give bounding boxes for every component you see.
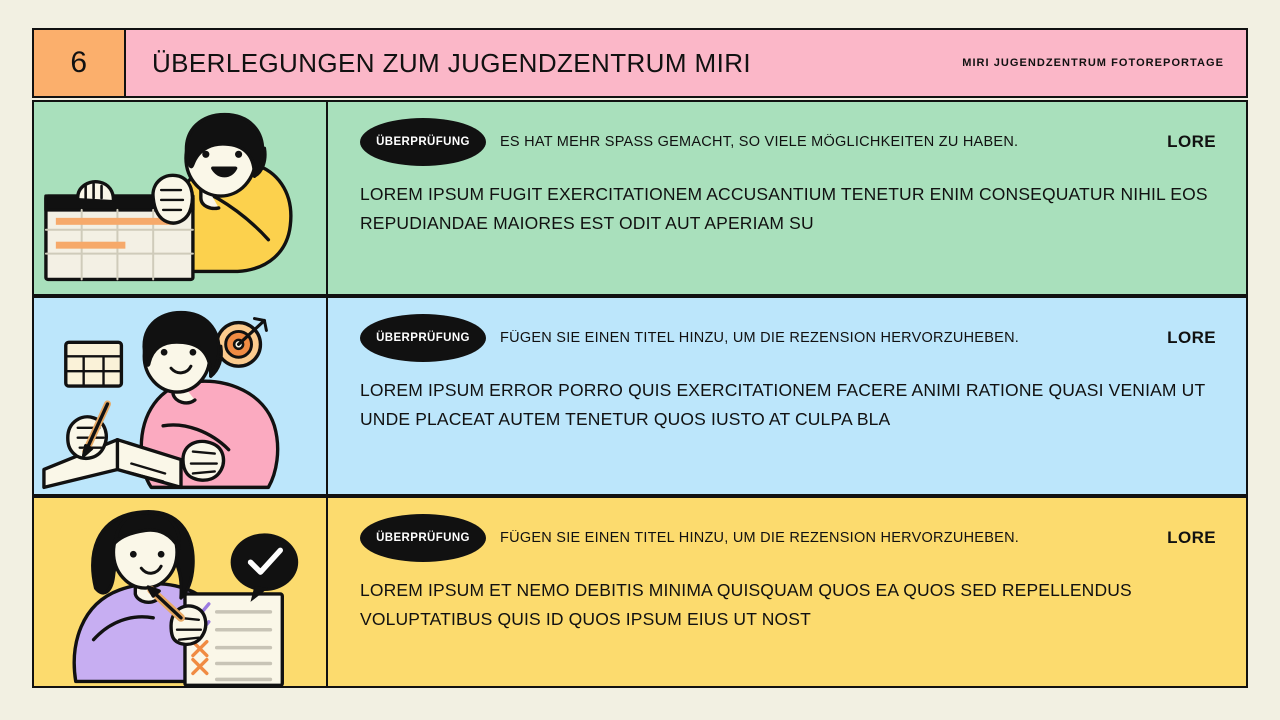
review-headline-line bbox=[360, 314, 1216, 362]
slide-number-cell bbox=[34, 30, 126, 96]
review-badge bbox=[360, 314, 486, 362]
page-title: ÜBERLEGUNGEN ZUM JUGENDZENTRUM MIRI bbox=[152, 47, 752, 78]
deck-kicker: MIRI JUGENDZENTRUM FOTOREPORTAGE bbox=[962, 57, 1224, 69]
review-row bbox=[32, 100, 1248, 296]
review-badge-label: ÜBERPRÜFUNG bbox=[376, 136, 470, 148]
review-text: LOREM IPSUM ERROR PORRO QUIS EXERCITATIONEM FACERE ANIMI RATIONE QUASI VENIAM UT UNDE PLACEAT AUTEM TENETUR QUOS IUSTO AT CULPA BLA bbox=[360, 380, 1205, 429]
review-headline: FÜGEN SIE EINEN TITEL HINZU, UM DIE REZENSION HERVORZUHEBEN. bbox=[500, 330, 1020, 346]
review-badge bbox=[360, 118, 486, 166]
review-body bbox=[328, 298, 1246, 494]
review-rating: LORE bbox=[1167, 528, 1216, 547]
slide-header bbox=[32, 28, 1248, 98]
review-headline-line bbox=[360, 118, 1216, 166]
illustration-person-with-calendar-board bbox=[34, 102, 328, 294]
review-rating: LORE bbox=[1167, 328, 1216, 347]
review-row bbox=[32, 496, 1248, 688]
review-rating: LORE bbox=[1167, 132, 1216, 151]
review-badge-label: ÜBERPRÜFUNG bbox=[376, 332, 470, 344]
review-row bbox=[32, 296, 1248, 496]
review-badge bbox=[360, 514, 486, 562]
slide-title-bar bbox=[126, 30, 1246, 96]
illustration-woman-with-checklist bbox=[34, 498, 328, 686]
review-text: LOREM IPSUM ET NEMO DEBITIS MINIMA QUISQUAM QUOS EA QUOS SED REPELLENDUS VOLUPTATIBUS QUIS ID QUOS IPSUM EIUS UT NOST bbox=[360, 580, 1132, 629]
review-headline: ES HAT MEHR SPASS GEMACHT, SO VIELE MÖGLICHKEITEN ZU HABEN. bbox=[500, 134, 1019, 150]
review-text: LOREM IPSUM FUGIT EXERCITATIONEM ACCUSANTIUM TENETUR ENIM CONSEQUATUR NIHIL EOS REPUDIANDAE MAIORES EST ODIT AUT APERIAM SU bbox=[360, 184, 1208, 233]
review-body bbox=[328, 498, 1246, 686]
review-body bbox=[328, 102, 1246, 294]
review-headline: FÜGEN SIE EINEN TITEL HINZU, UM DIE REZENSION HERVORZUHEBEN. bbox=[500, 530, 1020, 546]
review-headline-line bbox=[360, 514, 1216, 562]
review-badge-label: ÜBERPRÜFUNG bbox=[376, 532, 470, 544]
slide-number: 6 bbox=[70, 46, 88, 79]
illustration-person-writing-in-book bbox=[34, 298, 328, 494]
